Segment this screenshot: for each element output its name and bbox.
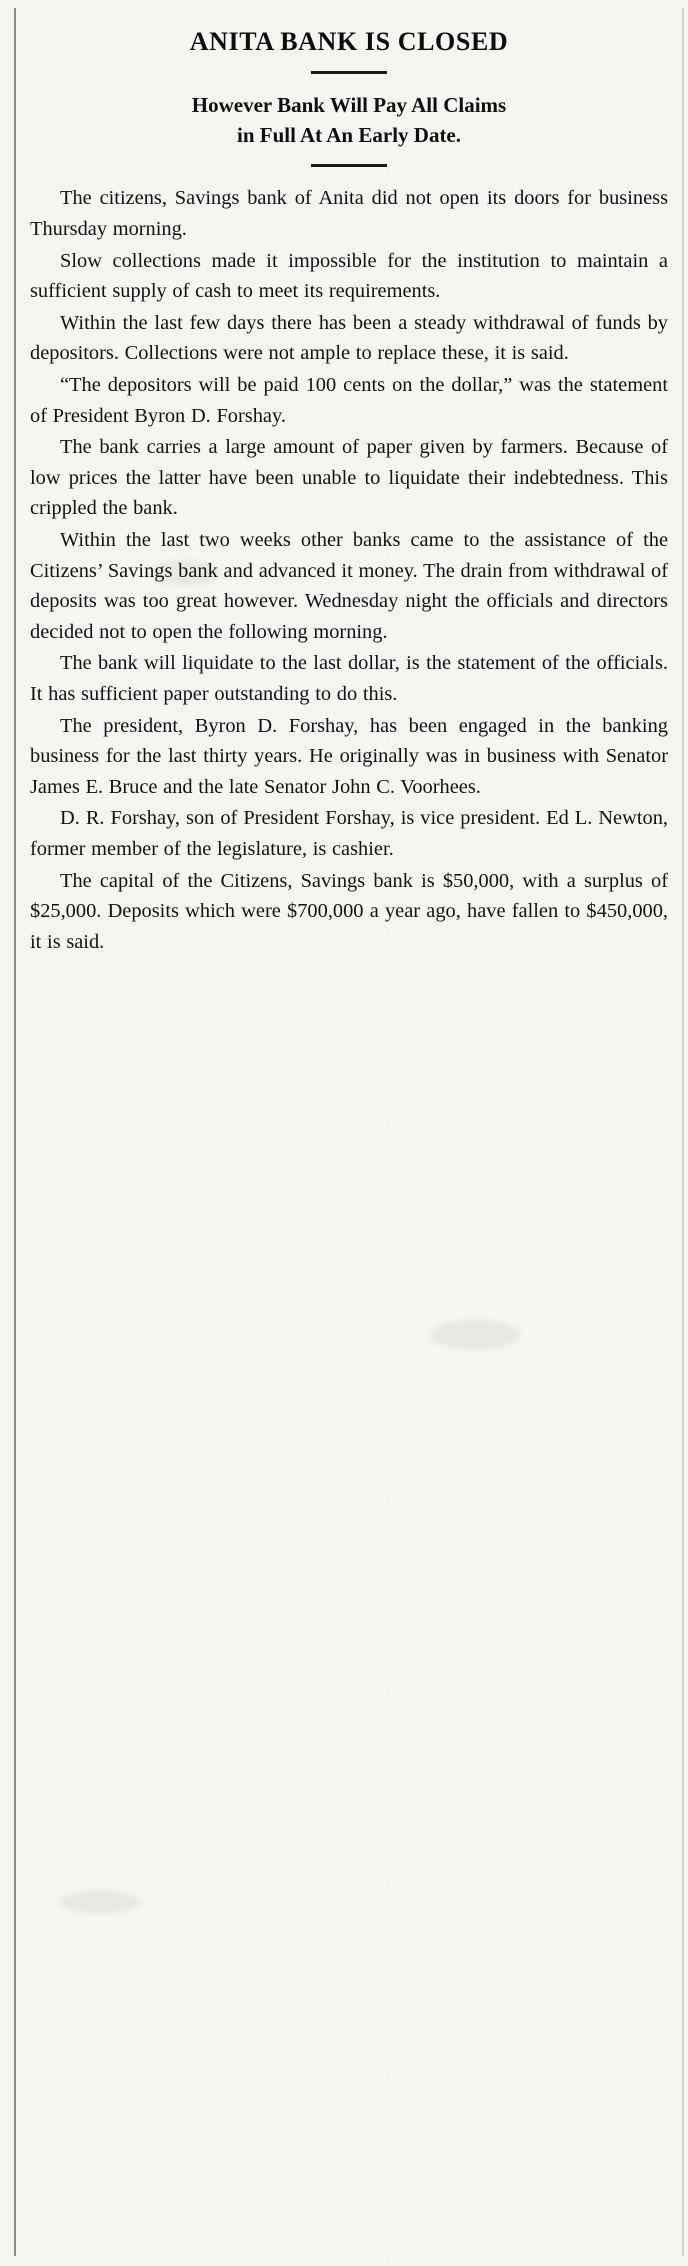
- article-paragraph: Within the last two weeks other banks came to the assistance of the Citizens’ Savings bank and advanced it money. The drain from withdrawal of deposits was too great however. Wednesday night the officials and directors decided not to open the following morning.: [30, 529, 668, 643]
- article-paragraph: “The depositors will be paid 100 cents on the dollar,” was the statement of President Byron D. Forshay.: [30, 374, 668, 427]
- subheadline-line-1: However Bank Will Pay All Claims: [191, 92, 507, 117]
- print-smudge: [430, 1320, 520, 1350]
- article-paragraph: The bank will liquidate to the last dollar, is the statement of the officials. It has sufficient paper outstanding to do this.: [30, 652, 668, 705]
- article-paragraph: Slow collections made it impossible for the institution to maintain a sufficient supply of cash to meet its requirements.: [30, 249, 668, 303]
- article: [30, 18, 668, 957]
- subheadline-divider: [311, 164, 387, 167]
- article-paragraph: The bank carries a large amount of paper given by farmers. Because of low prices the latter have been unable to liquidate their indebtedness. This crippled the bank.: [30, 436, 668, 520]
- article-paragraph: Within the last few days there has been a steady withdrawal of funds by depositors. Collections were not ample to replace these, it is said.: [30, 311, 668, 365]
- headline-divider: [311, 71, 387, 74]
- subheadline-line-2: in Full At An Early Date.: [236, 123, 462, 148]
- article-paragraph: The president, Byron D. Forshay, has been engaged in the banking business for the last thirty years. He originally was in business with Senator James E. Bruce and the late Senator John C. Voorhees.: [30, 714, 668, 798]
- article-paragraph: The citizens, Savings bank of Anita did not open its doors for business Thursday morning.: [30, 187, 668, 241]
- article-paragraph: D. R. Forshay, son of President Forshay, is vice president. Ed L. Newton, former member of the legislature, is cashier.: [30, 807, 668, 860]
- article-headline: ANITA BANK IS CLOSED: [189, 27, 509, 56]
- article-body: [30, 183, 668, 957]
- column-rule-right: [682, 8, 684, 2256]
- print-smudge: [60, 1890, 140, 1914]
- column-rule-left: [14, 8, 16, 2256]
- article-subheadline: [30, 90, 668, 151]
- article-paragraph: The capital of the Citizens, Savings bank is $50,000, with a surplus of $25,000. Deposits which were $700,000 a year ago, have fallen to $450,000, it is said.: [30, 869, 668, 953]
